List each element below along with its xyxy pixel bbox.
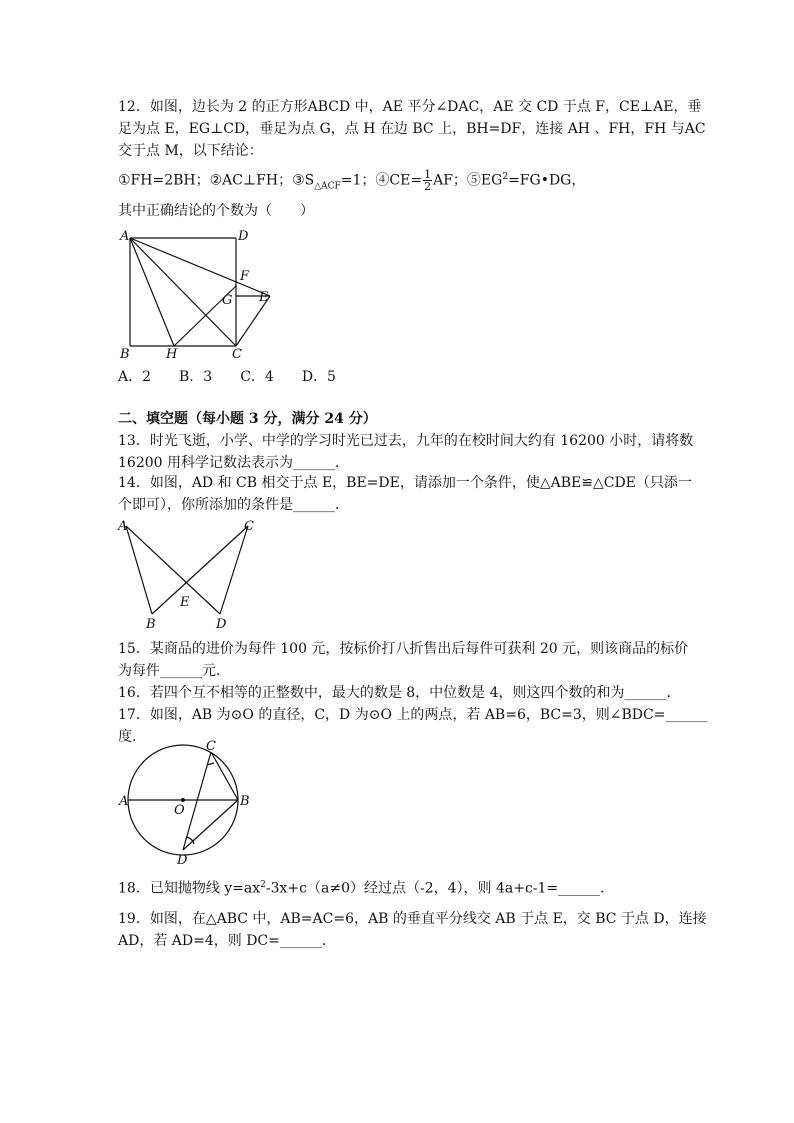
q15-line1: 15．某商品的进价为每件 100 元，按标价打八折售出后每件可获利 20 元，则该商品的标价 [118,641,689,657]
q12-diagonal-ac [130,238,236,346]
q12-label-a: A [120,229,130,244]
q17-chord-cb [211,752,238,800]
q19-line2: AD，若 AD=4，则 DC=______． [118,933,336,949]
q12-question: 其中正确结论的个数为（ ） [118,203,314,219]
q12-c3: AF；⑤EG [433,172,503,189]
q12-line-ae [130,238,270,296]
q13-line1: 13．时光飞逝，小学、中学的学习时光已过去，九年的在校时间大约有 16200 小时，请将数 [118,433,694,449]
section2-title: 二、填空题（每小题 3 分，满分 24 分） [118,411,377,427]
q12-label-g: G [222,293,233,308]
q16-line1: 16．若四个互不相等的正整数中，最大的数是 8，中位数是 4，则这四个数的和为______． [118,685,681,701]
q17-center-dot [181,798,185,802]
q12-line1: 12．如图，边长为 2 的正方形ABCD 中，AE 平分∠DAC，AE 交 CD 于点 F，CE⊥AE，垂 [118,99,702,115]
q14-line2: 个即可），你所添加的条件是______． [118,497,349,513]
q18-sup: 2 [260,880,266,890]
q17-label-o: O [174,803,185,818]
q13-line2: 16200 用科学记数法表示为______． [118,455,349,471]
q17-line1: 17．如图，AB 为⊙O 的直径，C，D 为⊙O 上的两点，若 AB=6，BC=3，则∠BDC=______ [118,707,708,723]
fraction-denominator: 2 [424,180,432,194]
q14-label-d: D [216,617,227,632]
q17-label-d: D [177,853,188,868]
q19-line1: 19．如图，在△ABC 中，AB=AC=6，AB 的垂直平分线交 AB 于点 E，交 BC 于点 D，连接 [118,911,707,927]
q12-line2: 足为点 E，EG⊥CD，垂足为点 G，点 H 在边 BC 上，BH=DF，连接 AH 、FH，FH 与AC [118,121,706,137]
q12-c2: =1；④CE= [340,172,423,189]
q14-label-a: A [118,519,128,534]
q14-label-b: B [146,617,156,632]
q12-options: A．2 B．3 C．4 D．5 [118,369,336,385]
q12-label-f: F [240,269,250,284]
q12-label-e: E [259,290,269,305]
q12-label-h: H [166,347,178,362]
q14-line-ad [126,526,220,614]
q14-label-c: C [244,519,254,534]
q12-c4: =FG•DG， [508,172,586,189]
q17-line2: 度． [118,729,146,745]
q12-label-c: C [232,347,242,362]
q18-post: -3x+c（a≠0）经过点（-2，4），则 4a+c-1=______． [265,880,615,897]
q17-chord-db [183,800,238,850]
q17-figure [114,738,254,868]
q14-line-ab [126,526,152,614]
q14-figure [114,514,264,634]
q12-line-ah [130,238,174,346]
q17-label-c: C [206,739,216,754]
q12-conclusions [118,166,678,197]
q12-c1: ①FH=2BH；②AC⊥FH；③S [118,172,315,189]
q12-line3: 交于点 M，以下结论： [118,143,263,159]
q15-line2: 为每件______元． [118,663,230,679]
q18-line1 [118,874,678,900]
fraction-numerator: 1 [424,168,432,182]
q18-pre: 18．已知抛物线 y=ax [118,880,261,897]
q12-label-b: B [120,347,130,362]
q12-label-d: D [238,229,249,244]
q14-line1: 14．如图，AD 和 CB 相交于点 E，BE=DE，请添加一个条件，使△ABE≌△CDE（只添一 [118,475,692,491]
q12-c3-sup: 2 [502,172,509,182]
q12-fraction [423,169,432,192]
q12-figure [118,226,288,364]
q17-label-b: B [240,794,250,809]
q14-label-e: E [180,595,190,610]
q12-c1-sub: △ACF [314,181,341,192]
q17-label-a: A [119,794,129,809]
q17-chord-cd [183,752,211,850]
